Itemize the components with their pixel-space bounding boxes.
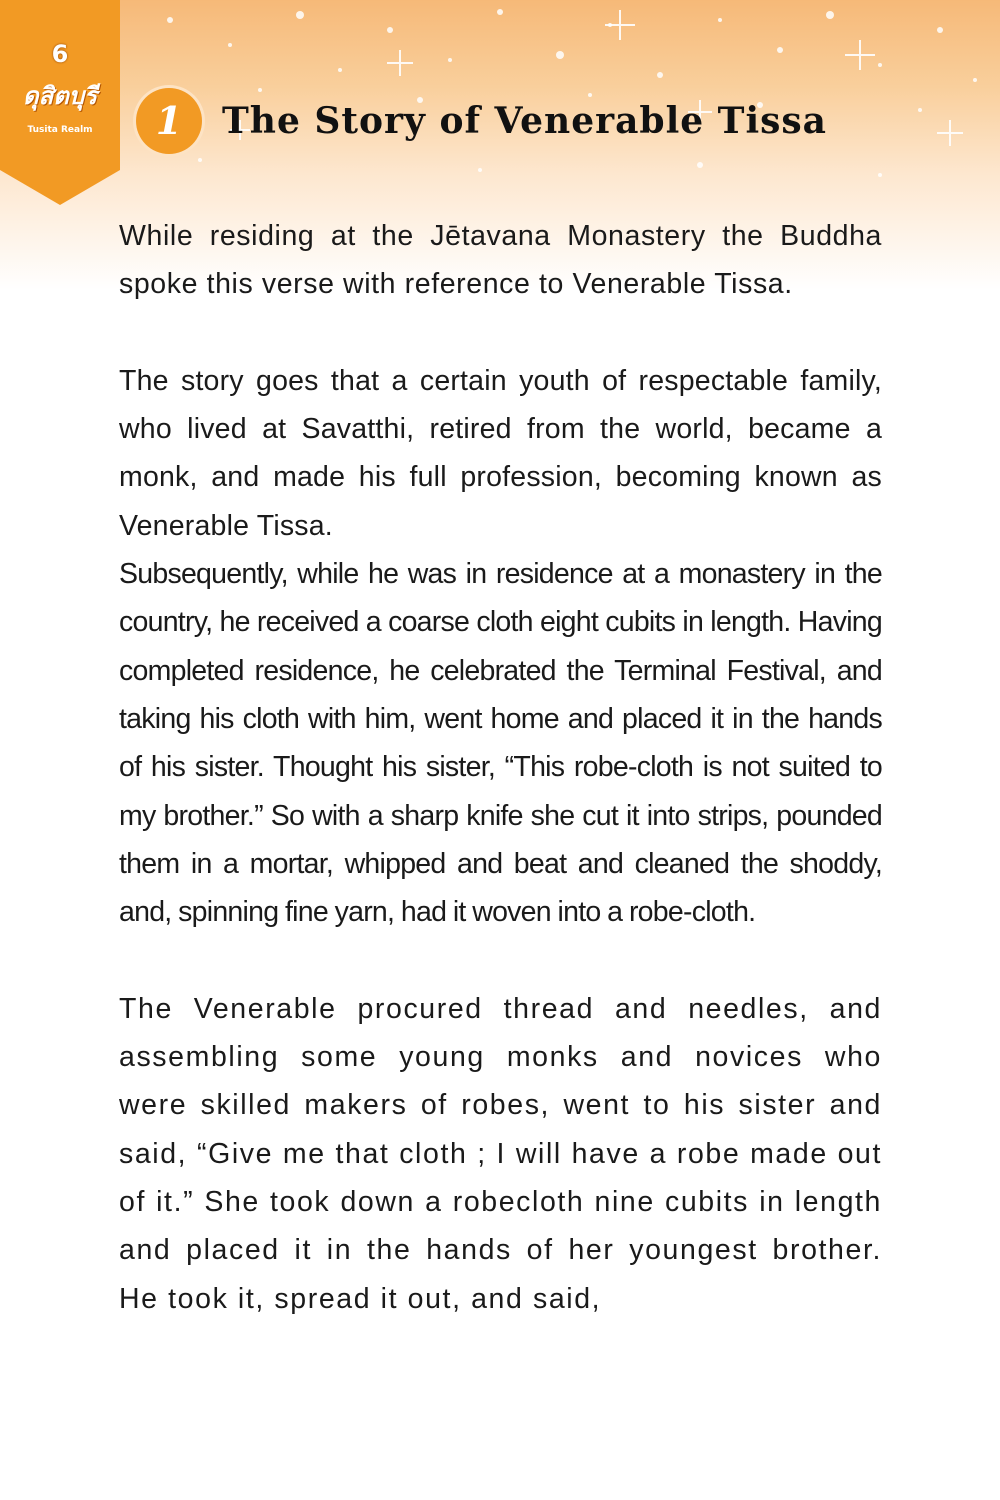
paragraph: The story goes that a certain youth of respectable family, who lived at Savatthi, retired from the world, became a monk, and made his full profession, becoming known as Venerable Tissa.	[119, 364, 882, 542]
chapter-number-badge	[136, 88, 202, 154]
paragraph: Subsequently, while he was in residence at a monastery in the country, he received a coarse cloth eight cubits in length. Having completed residence, he celebrated the Terminal Festival, and taking his cloth with him, went home and placed it in the hands of his sister. Thought his sister, “This robe-cloth is not suited to my brother.” So with a sharp knife she cut it into strips, pounded them in a mortar, whipped and beat and cleaned the shoddy, and, spinning fine yarn, had it woven into a robe-cloth.	[119, 558, 882, 929]
page-number: 6	[51, 40, 69, 68]
chapter-title: The Story of Venerable Tissa	[222, 100, 828, 142]
brand-subtitle: Tusita Realm	[27, 125, 93, 135]
chapter-number: 1	[155, 98, 183, 143]
paragraph-gap	[119, 309, 882, 357]
paragraph: The Venerable procured thread and needles, and assembling some young monks and novices who were skilled makers of robes, went to his sister and said, “Give me that cloth ; I will have a robe made out of it.” She took down a robecloth nine cubits in length and placed it in the hands of her youngest brother. He took it, spread it out, and said,	[119, 992, 882, 1315]
paragraph: While residing at the Jētavana Monastery the Buddha spoke this verse with reference to Venerable Tissa.	[119, 220, 882, 301]
brand-logo: ดุสิตบุรี	[23, 81, 97, 110]
paragraph-gap	[119, 936, 882, 984]
story-body	[119, 212, 882, 1323]
